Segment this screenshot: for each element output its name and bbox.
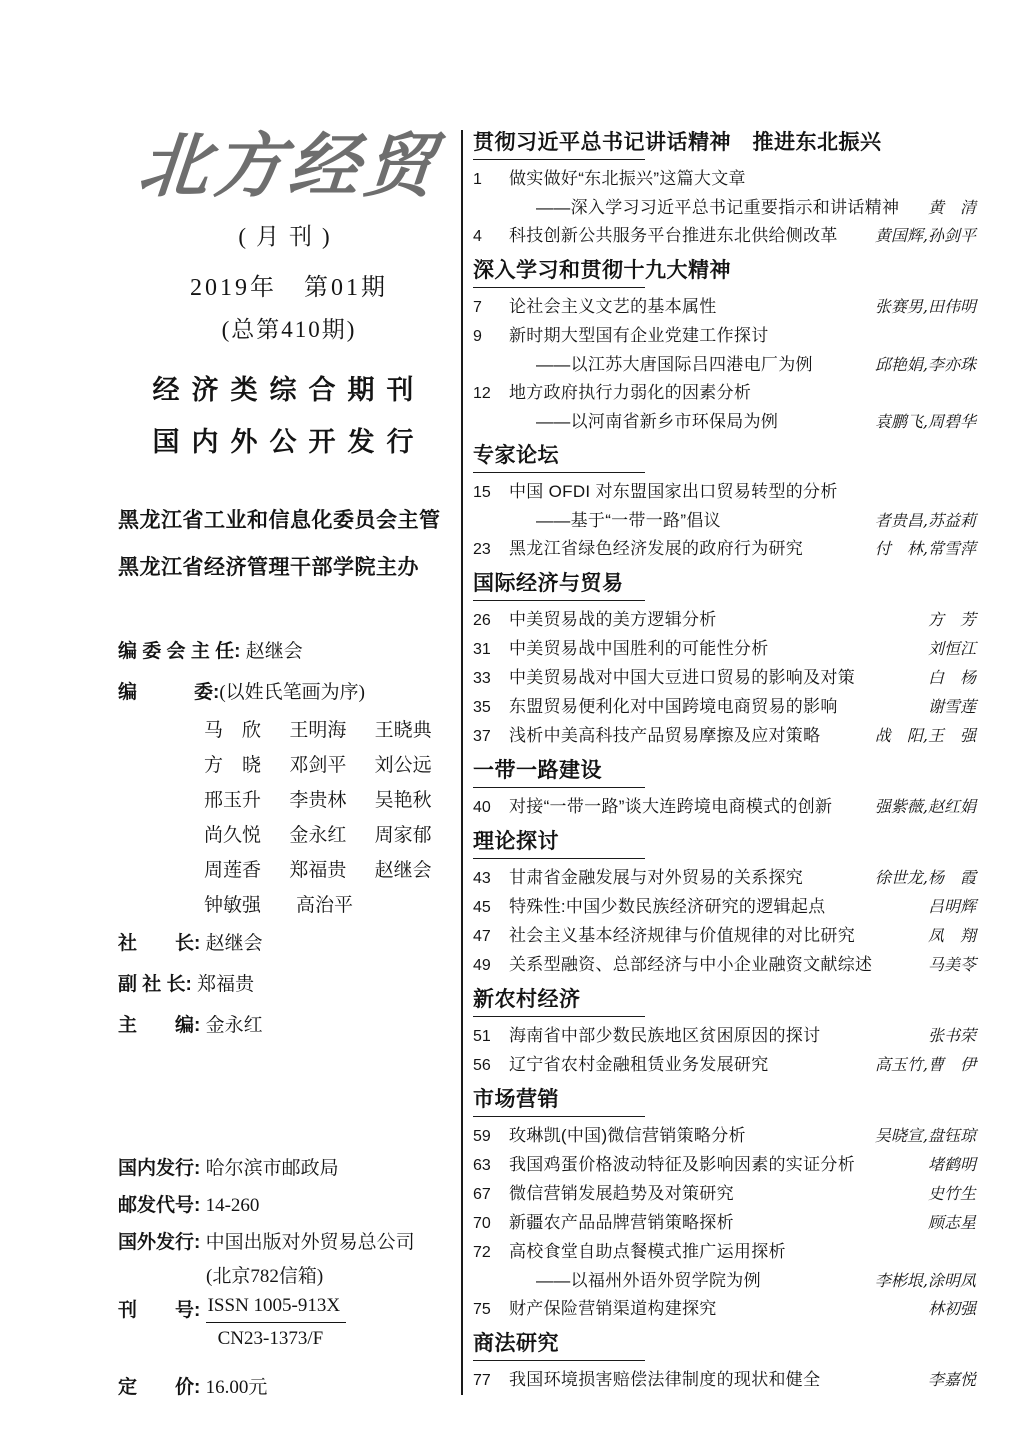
toc-article-title: 地方政府执行力弱化的因素分析 <box>509 383 752 402</box>
board-member: 高治平 <box>296 894 354 916</box>
toc-authors: 马美苓 <box>927 955 976 974</box>
toc-authors: 吴晓宣,盘钰琼 <box>874 1126 976 1145</box>
toc-row <box>473 1295 976 1324</box>
board-member-row <box>204 853 460 888</box>
toc <box>461 130 976 1395</box>
board-chair-line <box>118 631 460 672</box>
toc-article-title: 甘肃省金融发展与对外贸易的关系探究 <box>509 868 804 887</box>
toc-row <box>473 478 976 507</box>
toc-row <box>473 322 976 351</box>
section-underline-rule <box>473 1116 645 1117</box>
issn-value: ISSN 1005-913X <box>206 1292 346 1323</box>
toc-authors: 袁鹏飞,周碧华 <box>874 412 976 431</box>
toc-row <box>473 165 976 194</box>
post-code-value: 14-260 <box>205 1195 260 1216</box>
board-member: 王晓典 <box>374 719 432 741</box>
toc-authors: 高玉竹,曹 伊 <box>874 1055 976 1074</box>
foreign-distribution-address <box>206 1261 415 1292</box>
issn-line <box>118 1292 415 1353</box>
toc-authors: 徐世龙,杨 霞 <box>874 868 976 887</box>
toc-row <box>473 1238 976 1267</box>
toc-row <box>473 635 976 664</box>
toc-authors: 林初强 <box>927 1299 976 1318</box>
toc-authors: 白 杨 <box>927 668 976 687</box>
toc-article-title: 中国 OFDI 对东盟国家出口贸易转型的分析 <box>509 482 838 501</box>
toc-section-title: 理论探讨 <box>473 830 559 853</box>
toc-article-title: 海南省中部少数民族地区贫困原因的探讨 <box>509 1026 821 1045</box>
toc-article-title: 微信营销发展趋势及对策研究 <box>509 1184 734 1203</box>
board-members-label: 编 委: <box>118 681 220 703</box>
toc-authors: 者贵昌,苏益莉 <box>874 511 976 530</box>
toc-row <box>473 1022 976 1051</box>
section-underline-rule <box>473 159 645 160</box>
board-member: 李贵林 <box>289 789 347 811</box>
toc-authors: 吕明辉 <box>927 897 976 916</box>
toc-row <box>473 664 976 693</box>
toc-article-title: 黑龙江省绿色经济发展的政府行为研究 <box>509 539 804 558</box>
toc-page-number: 51 <box>473 1028 491 1045</box>
president-label: 社 长: <box>118 932 201 954</box>
toc-row <box>473 693 976 722</box>
toc-authors: 史竹生 <box>927 1184 976 1203</box>
toc-page-number: 33 <box>473 670 491 687</box>
chief-editor-line <box>118 1005 460 1046</box>
toc-page-number: 1 <box>473 171 482 188</box>
toc-page-number: 47 <box>473 928 491 945</box>
toc-article-title: 对接“一带一路”谈大连跨境电商模式的创新 <box>509 797 833 816</box>
board-member: 郑福贵 <box>289 859 347 881</box>
toc-authors: 凤 翔 <box>927 926 976 945</box>
toc-authors: 李彬垠,涂明凤 <box>874 1271 976 1290</box>
toc-authors: 邱艳娟,李亦珠 <box>874 355 976 374</box>
foreign-distribution-label: 国外发行: <box>118 1232 201 1253</box>
journal-type-line2: 国内外公开发行 <box>152 426 426 457</box>
toc-article-title: 高校食堂自助点餐模式推广运用探析 <box>509 1242 786 1261</box>
toc-page-number: 67 <box>473 1186 491 1203</box>
board-member: 赵继会 <box>374 859 432 881</box>
toc-article-title: 新时期大型国有企业党建工作探讨 <box>509 326 769 345</box>
toc-article-title: 论社会主义文艺的基本属性 <box>509 297 717 316</box>
toc-page-number: 4 <box>473 228 482 245</box>
toc-article-title: ——以江苏大唐国际吕四港电厂为例 <box>536 355 813 374</box>
toc-row <box>473 951 976 980</box>
toc-article-title: 社会主义基本经济规律与价值规律的对比研究 <box>509 926 855 945</box>
toc-page-number: 77 <box>473 1372 491 1389</box>
toc-row <box>473 1209 976 1238</box>
toc-page-number: 59 <box>473 1128 491 1145</box>
toc-article-title: 新疆农产品品牌营销策略探析 <box>509 1213 734 1232</box>
toc-article-title: 辽宁省农村金融租赁业务发展研究 <box>509 1055 769 1074</box>
toc-article-title: ——深入学习习近平总书记重要指示和讲话精神 <box>536 198 900 217</box>
organizer-line: 黑龙江省经济管理干部学院主办 <box>118 555 419 579</box>
cumulative-issue-number: (总第410期) <box>221 316 357 342</box>
toc-page-number: 40 <box>473 799 491 816</box>
toc-page-number: 37 <box>473 728 491 745</box>
board-member: 钟敏强 <box>204 894 262 916</box>
toc-row <box>473 507 976 535</box>
post-code-label: 邮发代号: <box>118 1195 201 1216</box>
toc-page-number: 9 <box>473 328 482 345</box>
board-members-note: (以姓氏笔画为序) <box>219 681 365 703</box>
toc-article-title: 财产保险营销渠道构建探究 <box>509 1299 717 1318</box>
toc-section-title: 一带一路建设 <box>473 759 602 782</box>
section-underline-rule <box>473 472 645 473</box>
toc-row <box>473 222 976 251</box>
toc-authors: 黄国辉,孙剑平 <box>874 226 976 245</box>
chief-editor-label: 主 编: <box>118 1014 201 1036</box>
section-underline-rule <box>473 1016 645 1017</box>
price-label: 定 价: <box>118 1377 201 1398</box>
toc-authors: 方 芳 <box>927 610 976 629</box>
board-member: 马 欣 <box>204 719 262 741</box>
toc-page-number: 75 <box>473 1301 491 1318</box>
toc-page-number: 23 <box>473 541 491 558</box>
toc-article-title: 中美贸易战对中国大豆进口贸易的影响及对策 <box>509 668 855 687</box>
section-underline-rule <box>473 858 645 859</box>
toc-authors: 战 阳,王 强 <box>874 726 976 745</box>
toc-page-number: 72 <box>473 1244 491 1261</box>
president-line <box>118 923 460 964</box>
toc-row <box>473 535 976 564</box>
left-column <box>118 122 460 1046</box>
toc-row <box>473 1151 976 1180</box>
toc-article-title: 中美贸易战中国胜利的可能性分析 <box>509 639 769 658</box>
vice-president-line <box>118 964 460 1005</box>
board-member: 尚久悦 <box>204 824 262 846</box>
post-code-line <box>118 1187 415 1224</box>
toc-row <box>473 351 976 379</box>
toc-section-title: 商法研究 <box>473 1332 559 1355</box>
toc-row <box>473 1366 976 1395</box>
monthly-label: (月刊) <box>238 223 340 249</box>
toc-page-number: 26 <box>473 612 491 629</box>
president-value: 赵继会 <box>205 932 263 954</box>
editorial-board-block <box>118 631 460 1046</box>
toc-row <box>473 793 976 822</box>
section-underline-rule <box>473 600 645 601</box>
board-chair-value: 赵继会 <box>245 640 303 662</box>
toc-authors: 付 林,常雪萍 <box>874 539 976 558</box>
toc-article-title: 中美贸易战的美方逻辑分析 <box>509 610 717 629</box>
cn-value: CN23-1373/F <box>217 1328 324 1349</box>
vice-president-label: 副 社 长: <box>118 973 192 995</box>
toc-page-number: 43 <box>473 870 491 887</box>
toc-row <box>473 606 976 635</box>
domestic-distribution-value: 哈尔滨市邮政局 <box>205 1158 339 1179</box>
board-member-row <box>204 748 460 783</box>
toc-row <box>473 293 976 322</box>
toc-authors: 谢雪莲 <box>927 697 976 716</box>
toc-row <box>473 408 976 436</box>
domestic-distribution-line <box>118 1150 415 1187</box>
toc-row <box>473 1180 976 1209</box>
toc-article-title: 我国环境损害赔偿法律制度的现状和健全 <box>509 1370 821 1389</box>
board-member: 王明海 <box>289 719 347 741</box>
toc-page-number: 31 <box>473 641 491 658</box>
toc-article-title: 浅析中美高科技产品贸易摩擦及应对策略 <box>509 726 821 745</box>
toc-page-number: 56 <box>473 1057 491 1074</box>
board-member: 刘公远 <box>374 754 432 776</box>
toc-page-number: 7 <box>473 299 482 316</box>
toc-row <box>473 722 976 751</box>
board-member: 邓剑平 <box>289 754 347 776</box>
section-underline-rule <box>473 287 645 288</box>
publication-info-block <box>118 1150 415 1406</box>
toc-article-title: ——基于“一带一路”倡议 <box>536 511 721 530</box>
toc-row <box>473 1051 976 1080</box>
toc-authors: 黄 清 <box>927 198 976 217</box>
toc-authors: 堵鹤明 <box>927 1155 976 1174</box>
toc-section-title: 新农村经济 <box>473 988 581 1011</box>
board-member-row <box>204 818 460 853</box>
toc-article-title: 特殊性:中国少数民族经济研究的逻辑起点 <box>509 897 826 916</box>
toc-section-title: 深入学习和贯彻十九大精神 <box>473 259 731 282</box>
toc-authors: 李嘉悦 <box>927 1370 976 1389</box>
toc-page-number: 45 <box>473 899 491 916</box>
toc-row <box>473 1122 976 1151</box>
board-member: 周莲香 <box>204 859 262 881</box>
toc-article-title: 关系型融资、总部经济与中小企业融资文献综述 <box>509 955 873 974</box>
price-line <box>118 1369 415 1406</box>
toc-page-number: 15 <box>473 484 491 501</box>
toc-article-title: 玫琳凯(中国)微信营销策略分析 <box>509 1126 746 1145</box>
board-member: 吴艳秋 <box>374 789 432 811</box>
foreign-distribution-value: 中国出版对外贸易总公司 <box>205 1232 415 1253</box>
supervisor-line: 黑龙江省工业和信息化委员会主管 <box>118 508 441 532</box>
toc-article-title: 做实做好“东北振兴”这篇大文章 <box>509 169 746 188</box>
board-member: 邢玉升 <box>204 789 262 811</box>
toc-page-number: 70 <box>473 1215 491 1232</box>
toc-row <box>473 379 976 408</box>
toc-section-title: 专家论坛 <box>473 444 559 467</box>
toc-authors: 顾志星 <box>927 1213 976 1232</box>
board-member-row <box>204 783 460 818</box>
price-value: 16.00元 <box>205 1377 268 1398</box>
sponsor-block <box>118 497 460 591</box>
issn-label: 刊 号: <box>118 1300 201 1321</box>
board-member-row <box>204 713 460 748</box>
toc-row <box>473 893 976 922</box>
foreign-distribution-line <box>118 1224 415 1261</box>
domestic-distribution-label: 国内发行: <box>118 1158 201 1179</box>
toc-section-title: 贯彻习近平总书记讲话精神 推进东北振兴 <box>473 131 882 154</box>
toc-section-title: 国际经济与贸易 <box>473 572 624 595</box>
chief-editor-value: 金永红 <box>205 1014 263 1036</box>
board-member-row <box>204 888 460 923</box>
toc-authors: 刘恒江 <box>927 639 976 658</box>
board-member: 周家郁 <box>374 824 432 846</box>
toc-authors: 强紫薇,赵红娟 <box>874 797 976 816</box>
toc-page-number: 63 <box>473 1157 491 1174</box>
toc-page-number: 49 <box>473 957 491 974</box>
toc-article-title: ——以福州外语外贸学院为例 <box>536 1271 761 1290</box>
toc-article-title: ——以河南省新乡市环保局为例 <box>536 412 779 431</box>
vice-president-value: 郑福贵 <box>197 973 255 995</box>
board-chair-label: 编 委 会 主 任: <box>118 640 241 662</box>
foreign-address-value: (北京782信箱) <box>206 1266 324 1287</box>
board-member: 方 晓 <box>204 754 262 776</box>
section-underline-rule <box>473 787 645 788</box>
toc-page-number: 12 <box>473 385 491 402</box>
toc-page-number: 35 <box>473 699 491 716</box>
journal-logo: 北方经贸 <box>135 124 443 207</box>
board-members-line <box>118 672 460 713</box>
toc-authors: 张书荣 <box>927 1026 976 1045</box>
section-underline-rule <box>473 1360 645 1361</box>
toc-row <box>473 194 976 222</box>
issue-number: 2019年 第01期 <box>190 274 388 301</box>
board-members <box>204 713 460 923</box>
toc-authors: 张赛男,田伟明 <box>874 297 976 316</box>
issn-cn-stack <box>206 1292 346 1353</box>
board-member: 金永红 <box>289 824 347 846</box>
toc-article-title: 科技创新公共服务平台推进东北供给侧改革 <box>509 226 838 245</box>
journal-type-line1: 经济类综合期刊 <box>152 374 426 405</box>
toc-article-title: 我国鸡蛋价格波动特征及影响因素的实证分析 <box>509 1155 855 1174</box>
toc-row <box>473 922 976 951</box>
toc-section-title: 市场营销 <box>473 1088 559 1111</box>
toc-row <box>473 864 976 893</box>
toc-row <box>473 1267 976 1295</box>
toc-article-title: 东盟贸易便利化对中国跨境电商贸易的影响 <box>509 697 838 716</box>
